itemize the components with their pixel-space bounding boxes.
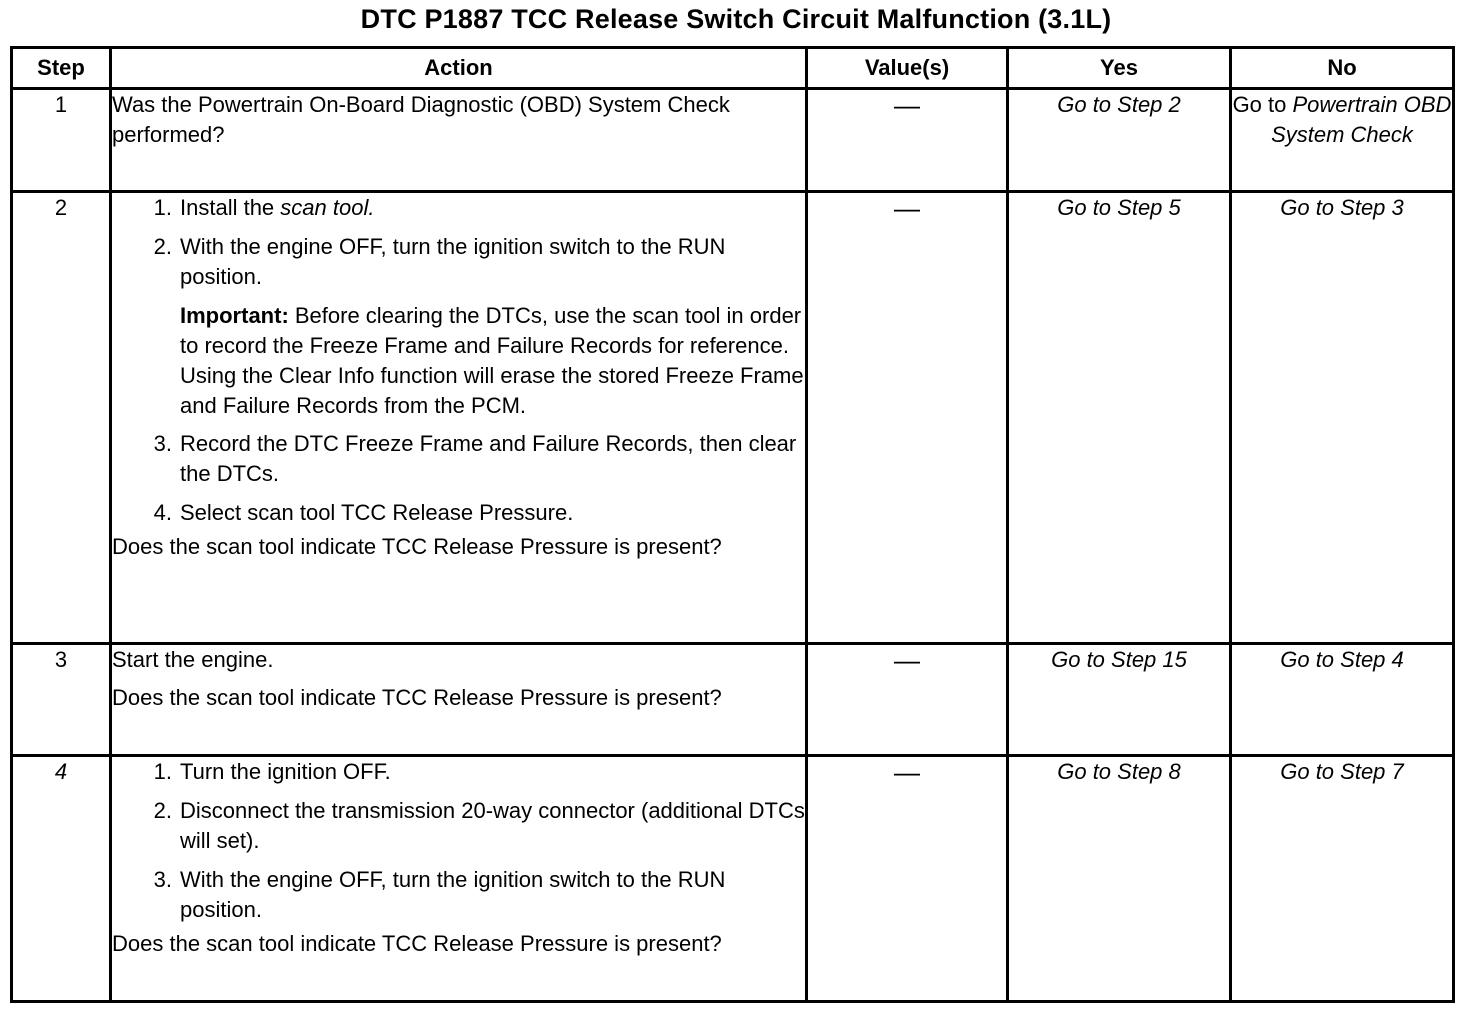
value-cell: —: [807, 192, 1008, 644]
list-item-number: 3.: [153, 867, 172, 892]
list-item-text: With the engine OFF, turn the ignition switch to the RUN position.: [180, 234, 726, 289]
list-item-number: 1.: [153, 195, 172, 220]
action-cell: [111, 89, 807, 192]
action-cell: [111, 756, 807, 1002]
list-item-text: Record the DTC Freeze Frame and Failure Records, then clear the DTCs.: [180, 431, 797, 486]
action-question: Was the Powertrain On-Board Diagnostic (OBD) System Check performed?: [112, 92, 730, 147]
list-item: [142, 498, 805, 528]
step-number: 4: [12, 756, 111, 1002]
diagnostic-table: [10, 46, 1455, 1003]
no-link: Powertrain OBD System Check: [1271, 92, 1452, 147]
action-steps-list: [112, 757, 805, 925]
list-item-text: Select scan tool TCC Release Pressure.: [180, 500, 574, 525]
yes-cell: Go to Step 2: [1008, 89, 1231, 192]
list-item-number: 1.: [153, 759, 172, 784]
list-item-text: Turn the ignition OFF.: [180, 759, 391, 784]
action-steps-list: [112, 429, 805, 528]
list-item-text: Disconnect the transmission 20-way connector (additional DTCs will set).: [180, 798, 805, 853]
list-item-number: 3.: [153, 431, 172, 456]
action-question: Does the scan tool indicate TCC Release Pressure is present?: [112, 534, 722, 559]
table-row: [12, 644, 1454, 756]
value-cell: —: [807, 644, 1008, 756]
list-item: [142, 429, 805, 489]
table-row: [12, 756, 1454, 1002]
table-row: [12, 192, 1454, 644]
header-yes: Yes: [1008, 48, 1231, 89]
no-cell: Go to Step 7: [1231, 756, 1454, 1002]
yes-cell: Go to Step 8: [1008, 756, 1231, 1002]
action-question: Does the scan tool indicate TCC Release Pressure is present?: [112, 685, 722, 710]
page-title: DTC P1887 TCC Release Switch Circuit Malfunction (3.1L): [360, 4, 1112, 34]
header-no: No: [1231, 48, 1454, 89]
value-cell: —: [807, 756, 1008, 1002]
list-item: [142, 757, 805, 787]
no-prefix: Go to: [1232, 92, 1293, 117]
note-label: Important:: [180, 303, 289, 328]
list-item-number: 2.: [153, 798, 172, 823]
list-item-number: 4.: [153, 500, 172, 525]
table-row: [12, 89, 1454, 192]
header-action: Action: [111, 48, 807, 89]
action-cell: [111, 192, 807, 644]
list-item: [142, 796, 805, 856]
header-values: Value(s): [807, 48, 1008, 89]
action-cell: [111, 644, 807, 756]
yes-cell: Go to Step 15: [1008, 644, 1231, 756]
no-cell: [1231, 89, 1454, 192]
note-text: Before clearing the DTCs, use the scan tool in order to record the Freeze Frame and Failure Records for reference. Using the Clear Info function will erase the stored Freeze Frame and Failure Records from the PCM.: [180, 303, 804, 418]
list-item-text: With the engine OFF, turn the ignition switch to the RUN position.: [180, 867, 726, 922]
action-steps-list: [112, 193, 805, 292]
step-number: 3: [12, 644, 111, 756]
no-cell: Go to Step 3: [1231, 192, 1454, 644]
step-number: 1: [12, 89, 111, 192]
important-note: [112, 301, 805, 421]
list-item-number: 2.: [153, 234, 172, 259]
list-item: [142, 232, 805, 292]
header-step: Step: [12, 48, 111, 89]
no-cell: Go to Step 4: [1231, 644, 1454, 756]
list-item-emphasis: scan tool.: [280, 195, 375, 220]
value-cell: —: [807, 89, 1008, 192]
table-header-row: [12, 48, 1454, 89]
list-item: [142, 865, 805, 925]
list-item: [142, 193, 805, 223]
action-intro: Start the engine.: [112, 647, 274, 672]
list-item-text: Install the: [180, 195, 281, 220]
step-number: 2: [12, 192, 111, 644]
yes-cell: Go to Step 5: [1008, 192, 1231, 644]
action-question: Does the scan tool indicate TCC Release Pressure is present?: [112, 931, 722, 956]
